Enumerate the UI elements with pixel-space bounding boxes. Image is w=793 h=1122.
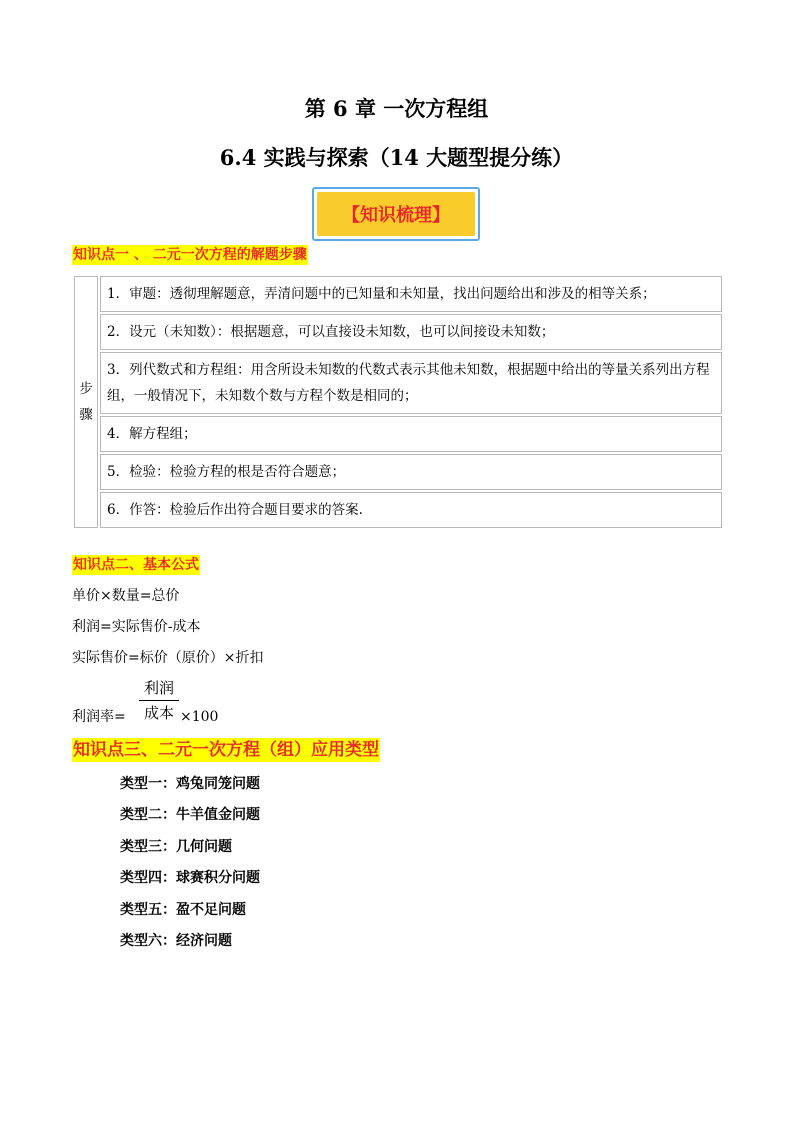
formula-profit: 利润=实际售价-成本 — [72, 619, 201, 635]
step-6: 6．作答：检验后作出符合题目要求的答案. — [100, 492, 722, 528]
steps-label-char: 步 — [79, 381, 93, 397]
formula-actual-price: 实际售价=标价（原价）×折扣 — [72, 650, 264, 666]
formula-total-price: 单价×数量=总价 — [72, 588, 180, 604]
steps-label — [74, 276, 98, 528]
profit-rate-fraction — [139, 678, 179, 723]
step-4: 4．解方程组； — [100, 416, 722, 452]
step-3: 3．列代数式和方程组：用含所设未知数的代数式表示其他未知数，根据题中给出的等量关系列出方程组，一般情况下，未知数个数与方程个数是相同的； — [100, 352, 722, 414]
fraction-bar — [139, 700, 179, 701]
type-item: 类型四：球赛积分问题 — [120, 870, 260, 887]
step-2: 2．设元（未知数）：根据题意，可以直接设未知数，也可以间接设未知数； — [100, 314, 722, 350]
section-title: 6.4 实践与探索（14 大题型提分练） — [219, 145, 574, 170]
fraction-denominator: 成本 — [143, 704, 174, 722]
type-item: 类型五：盈不足问题 — [120, 901, 246, 918]
chapter-title: 第 6 章 一次方程组 — [304, 96, 489, 121]
step-5: 5．检验：检验方程的根是否符合题意； — [100, 454, 722, 490]
kp3-heading: 知识点三、二元一次方程（组）应用类型 — [73, 740, 379, 760]
step-1: 1．审题：透彻理解题意，弄清问题中的已知量和未知量，找出问题给出和涉及的相等关系； — [100, 276, 722, 312]
steps-table — [72, 274, 724, 530]
type-item: 类型三：几何问题 — [120, 838, 232, 855]
profit-rate-label: 利润率= — [72, 709, 126, 725]
knowledge-banner-label: 【知识梳理】 — [317, 192, 475, 236]
fraction-numerator: 利润 — [143, 679, 174, 697]
profit-rate-suffix: ×100 — [180, 709, 219, 725]
steps-label-char: 骤 — [79, 407, 93, 423]
kp2-heading: 知识点二、基本公式 — [73, 557, 199, 573]
type-item: 类型二：牛羊值金问题 — [120, 807, 260, 824]
knowledge-banner — [312, 187, 480, 241]
type-item: 类型一：鸡兔同笼问题 — [120, 776, 260, 792]
kp1-heading: 知识点一 、 二元一次方程的解题步骤 — [73, 247, 307, 263]
type-item: 类型六：经济问题 — [120, 932, 232, 949]
application-types-list — [120, 772, 260, 960]
